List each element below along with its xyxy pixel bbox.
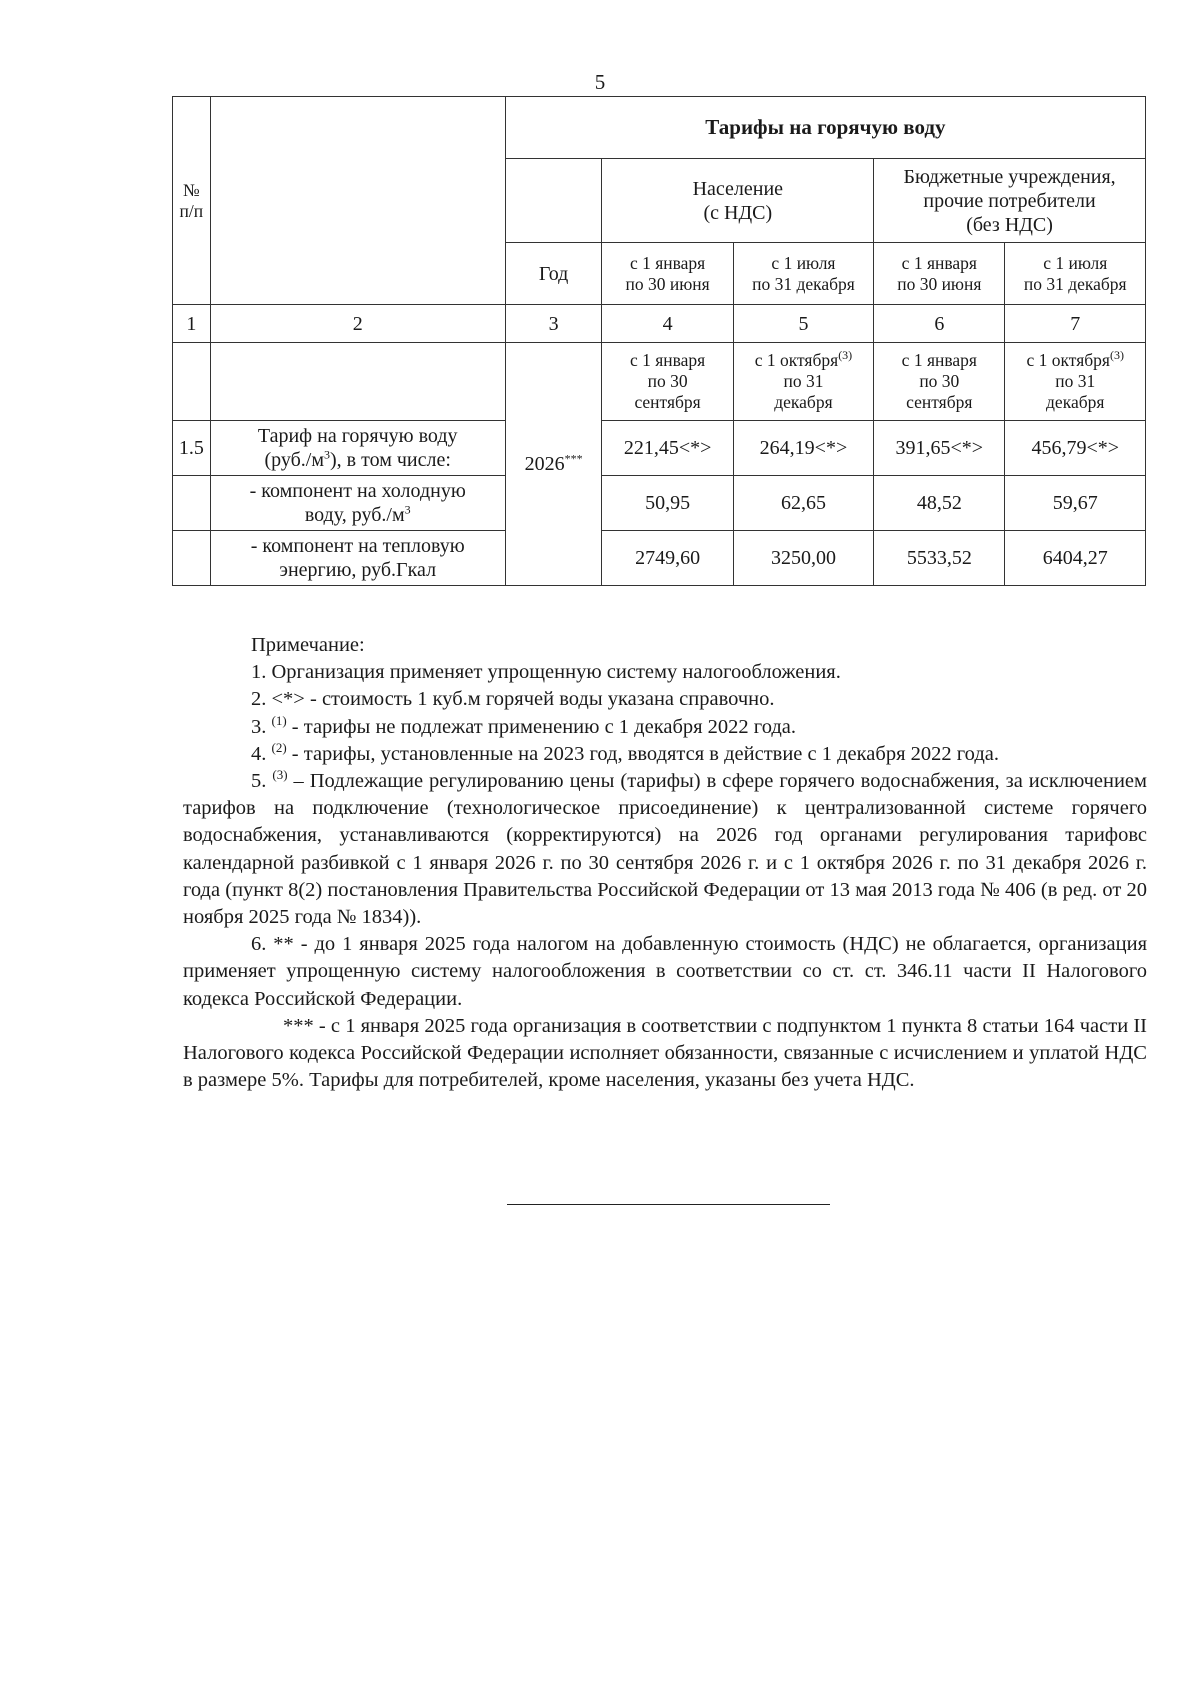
header-period: с 1 января по 30 июня [602,243,733,305]
column-number: 1 [173,305,211,343]
notes-section [183,632,1147,1094]
period-cell: с 1 октября$^{(3)}$ по 31 декабря [733,343,873,421]
page-number: 5 [594,70,606,94]
note-2: 2. <*> - стоимость 1 куб.м горячей воды указана справочно. [251,688,775,711]
column-number: 6 [874,305,1005,343]
header-name-cell [210,97,505,305]
table-row [173,421,1146,476]
period-row [173,343,1146,421]
note-6: 6. ** - до 1 января 2025 года налогом на добавленную стоимость (НДС) не облагается, организация применяет упрощенную систему налогообложения в соответствии со ст. ст. 346.11 части II Налогового кодекса Российской Федерации. [183,933,1147,1010]
note-4: 4. $^{(2)}$ - тарифы, установленные на 2023 год, вводятся в действие с 1 декабря 2022 года. [251,739,999,765]
column-number: 5 [733,305,873,343]
period-cell: с 1 октября$^{(3)}$ по 31 декабря [1005,343,1146,421]
row-value: 264,19<*> [733,421,873,476]
header-row-title [173,97,1146,159]
row-name: Тариф на горячую воду $(руб./м^3)$, в том числе: [210,421,505,476]
year-cell: 2026*** [505,343,602,586]
row-number [173,476,211,531]
header-period: с 1 июля по 31 декабря [733,243,873,305]
row-value: 6404,27 [1005,531,1146,586]
end-rule [507,1204,830,1205]
tariff-table [172,96,1146,586]
header-budget: Бюджетные учреждения, прочие потребители (без НДС) [874,159,1146,243]
column-number-row [173,305,1146,343]
period-blank-cell [173,343,211,421]
row-value: 50,95 [602,476,733,531]
row-value: 221,45<*> [602,421,733,476]
row-value: 62,65 [733,476,873,531]
period-blank-cell [210,343,505,421]
row-value: 48,52 [874,476,1005,531]
row-value: 391,65<*> [874,421,1005,476]
row-value: 456,79<*> [1005,421,1146,476]
row-number: 1.5 [173,421,211,476]
notes-title: Примечание: [251,634,365,656]
header-main-title: Тарифы на горячую воду [505,97,1145,159]
header-blank-cell [505,159,602,243]
column-number: 4 [602,305,733,343]
period-cell: с 1 января по 30 сентября [602,343,733,421]
note-7: *** - с 1 января 2025 года организация в соответствии с подпунктом 1 пункта 8 статьи 164 части II Налогового кодекса Российской Федерации исполняет обязанности, связанные с исчислением и уплатой НДС в размере 5%. Тарифы для потребителей, кроме населения, указаны без учета НДС. [183,1014,1147,1092]
header-year: Год [505,243,602,305]
column-number: 2 [210,305,505,343]
row-value: 2749,60 [602,531,733,586]
note-5: 5. $^{(3)}$ – Подлежащие регулированию цены (тарифы) в сфере горячего водоснабжения, за исключением тарифов на подключение (технологическое присоединение) к централизованной системе горячего водоснабжения, устанавливаются (корректируются) на 2026 год органами регулирования тарифовс календарной разбивкой с 1 января 2026 г. по 30 сентября 2026 г. и с 1 октября 2026 г. по 31 декабря 2026 г. года (пункт 8(2) постановления Правительства Российской Федерации от 13 мая 2013 года № 406 (в ред. от 20 ноября 2025 года № 1834)). [183,767,1148,929]
note-3: 3. $^{(1)}$ - тарифы не подлежат применению с 1 декабря 2022 года. [251,712,797,738]
header-period: с 1 января по 30 июня [874,243,1005,305]
column-number: 7 [1005,305,1146,343]
row-value: 59,67 [1005,476,1146,531]
row-name: - компонент на тепловую энергию, руб.Гкал [210,531,505,586]
table-row [173,476,1146,531]
period-cell: с 1 января по 30 сентября [874,343,1005,421]
note-1: 1. Организация применяет упрощенную систему налогообложения. [251,661,841,684]
row-number [173,531,211,586]
header-num-cell: № п/п [173,97,211,305]
table-row [173,531,1146,586]
header-period: с 1 июля по 31 декабря [1005,243,1146,305]
row-value: 3250,00 [733,531,873,586]
column-number: 3 [505,305,602,343]
row-value: 5533,52 [874,531,1005,586]
header-population: Население (с НДС) [602,159,874,243]
row-name: - компонент на холодную воду, $руб./м^3$ [210,476,505,531]
